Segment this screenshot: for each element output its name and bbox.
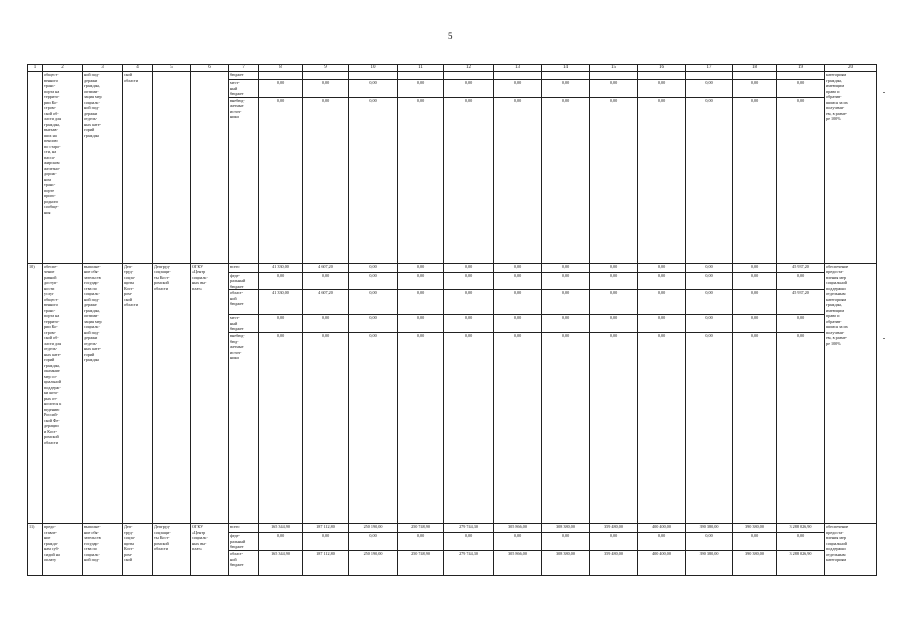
table-row: [28, 263, 877, 272]
measure-cell-c2: обеспе- чение равной доступ- ности услуг общест- венного транс- порта на террито- рии Ко- стром- ской об- ласти для отдель- ных кате- горий граждан, оказание мер со- циальной поддерж- ки кото- рых от- носится к ведению Россий- ской Фе- дерации и Кост- ромской области: [43, 263, 83, 524]
amount-cell: 4 607,20: [303, 263, 349, 272]
measure-cell-c6: ОГКУ «Центр социаль- ных вы- плат»: [191, 263, 229, 524]
amount-cell: 0,00: [494, 315, 542, 333]
amount-cell: 0,00: [590, 315, 638, 333]
column-number-cell: 13: [494, 65, 542, 72]
amount-cell: 0,00: [686, 333, 733, 524]
column-number-cell: 14: [542, 65, 590, 72]
amount-cell: [494, 72, 542, 80]
amount-cell: 0,00: [259, 97, 303, 263]
amount-cell: 0,00: [303, 97, 349, 263]
column-number-cell: 16: [638, 65, 686, 72]
amount-cell: 0,00: [638, 533, 686, 551]
column-number-cell: 6: [191, 65, 229, 72]
column-number-cell: 9: [303, 65, 349, 72]
amount-cell: 0,00: [303, 272, 349, 290]
amount-cell: 0,00: [259, 272, 303, 290]
amount-cell: [686, 72, 733, 80]
amount-cell: 0,00: [494, 80, 542, 98]
amount-cell: [542, 72, 590, 80]
amount-cell: 41 330,00: [259, 290, 303, 315]
amount-cell: 0,00: [777, 333, 825, 524]
measure-cell-c6: [191, 72, 229, 264]
measure-cell-c2: предо- ставле- ние гражда- нам суб- сидий на оплату: [43, 524, 83, 576]
column-number-cell: 15: [590, 65, 638, 72]
amount-cell: 0,00: [686, 315, 733, 333]
amount-cell: [303, 72, 349, 80]
column-number-cell: 12: [444, 65, 494, 72]
amount-cell: [398, 72, 444, 80]
amount-cell: 0,00: [777, 97, 825, 263]
amount-cell: 305 866,00: [494, 524, 542, 533]
amount-cell: 305 866,00: [494, 551, 542, 576]
amount-cell: 0,00: [303, 533, 349, 551]
amount-cell: 0,00: [444, 533, 494, 551]
amount-cell: 400 400,00: [638, 551, 686, 576]
funding-source-cell: област- ной бюджет: [229, 551, 259, 576]
measure-cell-c3: выполне- ние обя- зательств государ- ства по социаль- ной под- держке граждан, оптими- зация мер социаль- ной под- держки отдель- ных кате- горий граждан: [83, 263, 123, 524]
amount-cell: 187 112,80: [303, 524, 349, 533]
amount-cell: 0,00: [398, 533, 444, 551]
amount-cell: 0,00: [686, 263, 733, 272]
amount-cell: 0,00: [542, 533, 590, 551]
amount-cell: 0,00: [303, 333, 349, 524]
amount-cell: 0,00: [733, 533, 777, 551]
amount-cell: 279 744,30: [444, 524, 494, 533]
amount-cell: [590, 72, 638, 80]
amount-cell: 0,00: [590, 80, 638, 98]
amount-cell: [777, 72, 825, 80]
amount-cell: 308 380,00: [542, 551, 590, 576]
amount-cell: 0,00: [542, 97, 590, 263]
amount-cell: 0,00: [638, 290, 686, 315]
funding-source-cell: феде- ральный бюджет: [229, 533, 259, 551]
amount-cell: 0,00: [638, 333, 686, 524]
amount-cell: 0,00: [777, 533, 825, 551]
amount-cell: [349, 72, 398, 80]
amount-cell: 0,00: [638, 97, 686, 263]
amount-cell: 0,00: [542, 333, 590, 524]
amount-cell: 0,00: [494, 533, 542, 551]
amount-cell: 0,00: [638, 315, 686, 333]
amount-cell: 0,00: [349, 263, 398, 272]
amount-cell: 0,00: [638, 272, 686, 290]
amount-cell: 0,00: [398, 272, 444, 290]
funding-source-cell: област- ной бюджет: [229, 290, 259, 315]
measure-cell-c1: 10): [28, 263, 43, 524]
amount-cell: 0,00: [733, 80, 777, 98]
column-number-cell: 18: [733, 65, 777, 72]
amount-cell: [638, 72, 686, 80]
amount-cell: 0,00: [259, 533, 303, 551]
column-number-cell: 4: [123, 65, 153, 72]
amount-cell: 0,00: [686, 97, 733, 263]
amount-cell: 0,00: [349, 290, 398, 315]
amount-cell: 0,00: [398, 263, 444, 272]
amount-cell: 390 380,00: [733, 524, 777, 533]
amount-cell: 250 748,90: [398, 524, 444, 533]
funding-source-cell: феде- ральный бюджет: [229, 272, 259, 290]
amount-cell: 3 288 026,90: [777, 524, 825, 533]
program-table: [27, 64, 877, 576]
amount-cell: 0,00: [733, 97, 777, 263]
edge-mark: [883, 338, 885, 339]
amount-cell: 0,00: [590, 97, 638, 263]
amount-cell: 0,00: [590, 533, 638, 551]
amount-cell: 279 744,30: [444, 551, 494, 576]
amount-cell: 0,00: [590, 333, 638, 524]
amount-cell: 0,00: [398, 80, 444, 98]
page-number: 5: [448, 31, 453, 41]
amount-cell: 0,00: [259, 80, 303, 98]
amount-cell: 0,00: [542, 290, 590, 315]
amount-cell: 0,00: [444, 263, 494, 272]
amount-cell: 0,00: [349, 315, 398, 333]
amount-cell: 0,00: [303, 80, 349, 98]
amount-cell: 0,00: [303, 315, 349, 333]
amount-cell: 0,00: [733, 333, 777, 524]
amount-cell: 0,00: [542, 272, 590, 290]
amount-cell: 0,00: [777, 80, 825, 98]
amount-cell: 0,00: [686, 80, 733, 98]
amount-cell: 0,00: [638, 80, 686, 98]
measure-cell-c5: Депгруд- соцзащи- ты Кост- ромской области: [153, 263, 191, 524]
amount-cell: 0,00: [494, 97, 542, 263]
amount-cell: 0,00: [494, 333, 542, 524]
measure-cell-c6: ОГКУ «Центр социаль- ных вы- плат»: [191, 524, 229, 576]
amount-cell: 45 937,20: [777, 290, 825, 315]
amount-cell: 400 400,00: [638, 524, 686, 533]
amount-cell: 0,00: [494, 290, 542, 315]
column-number-cell: 1: [28, 65, 43, 72]
amount-cell: 0,00: [259, 315, 303, 333]
amount-cell: 0,00: [590, 290, 638, 315]
funding-source-cell: мест- ный бюджет: [229, 315, 259, 333]
table-row: [28, 524, 877, 533]
measure-cell-c3: выполне- ние обя- зательств государ- ства по социаль- ной под-: [83, 524, 123, 576]
amount-cell: 45 937,20: [777, 263, 825, 272]
amount-cell: 0,00: [542, 263, 590, 272]
column-number-row: [28, 65, 877, 72]
funding-source-cell: внебюд- жетные источ- ники: [229, 97, 259, 263]
funding-source-cell: всего: [229, 524, 259, 533]
amount-cell: 0,00: [733, 315, 777, 333]
measure-cell-c4: Деп- труд- соцза- щиты Кост- ром- ской области: [123, 263, 153, 524]
column-number-cell: 8: [259, 65, 303, 72]
measure-cell-c3: ной под- держки граждан, оптими- зация мер социаль- ной под- держки отдель- ных кате- горий граждан: [83, 72, 123, 264]
column-number-cell: 7: [229, 65, 259, 72]
edge-mark: [883, 92, 885, 93]
amount-cell: 0,00: [444, 315, 494, 333]
amount-cell: 0,00: [542, 80, 590, 98]
expected-result-cell: категориям граждан, имеющим право и обратив- шимся за их получени- ем, в разме- ре 100%: [825, 72, 877, 264]
amount-cell: 390 380,00: [686, 524, 733, 533]
amount-cell: [733, 72, 777, 80]
amount-cell: 250 748,90: [398, 551, 444, 576]
column-number-cell: 2: [43, 65, 83, 72]
amount-cell: 0,00: [259, 333, 303, 524]
amount-cell: 0,00: [444, 80, 494, 98]
amount-cell: 390 380,00: [686, 551, 733, 576]
amount-cell: 0,00: [398, 333, 444, 524]
amount-cell: 0,00: [590, 272, 638, 290]
amount-cell: 0,00: [494, 263, 542, 272]
table-row: [28, 72, 877, 80]
amount-cell: 308 380,00: [542, 524, 590, 533]
funding-source-cell: бюджет: [229, 72, 259, 80]
amount-cell: 0,00: [398, 290, 444, 315]
amount-cell: 0,00: [777, 315, 825, 333]
expected-result-cell: обеспечение предоста- вления мер социальной поддержки отдельным категориям: [825, 524, 877, 576]
amount-cell: 41 330,00: [259, 263, 303, 272]
column-number-cell: 3: [83, 65, 123, 72]
column-number-cell: 17: [686, 65, 733, 72]
column-number-cell: 20: [825, 65, 877, 72]
amount-cell: 0,00: [349, 97, 398, 263]
amount-cell: 390 380,00: [733, 551, 777, 576]
amount-cell: 0,00: [444, 290, 494, 315]
amount-cell: 3 288 026,90: [777, 551, 825, 576]
expected-result-cell: обеспечение предоста- вления мер социальной поддержки отдельным категориям граждан, имеющим право и обратив- шимся за их получени- ем, в разме- ре 100%: [825, 263, 877, 524]
column-number-cell: 11: [398, 65, 444, 72]
amount-cell: 0,00: [733, 263, 777, 272]
amount-cell: 0,00: [733, 290, 777, 315]
amount-cell: 165 344,90: [259, 524, 303, 533]
amount-cell: 0,00: [777, 272, 825, 290]
amount-cell: 0,00: [349, 272, 398, 290]
measure-cell-c1: [28, 72, 43, 264]
measure-cell-c1: 11): [28, 524, 43, 576]
amount-cell: 0,00: [733, 272, 777, 290]
measure-cell-c5: [153, 72, 191, 264]
funding-source-cell: всего: [229, 263, 259, 272]
amount-cell: 0,00: [444, 333, 494, 524]
amount-cell: 250 190,00: [349, 524, 398, 533]
amount-cell: 0,00: [398, 97, 444, 263]
amount-cell: 0,00: [444, 97, 494, 263]
amount-cell: 0,00: [444, 272, 494, 290]
amount-cell: 0,00: [686, 290, 733, 315]
amount-cell: 250 190,00: [349, 551, 398, 576]
amount-cell: 0,00: [494, 272, 542, 290]
amount-cell: 0,00: [542, 315, 590, 333]
measure-cell-c5: Депгруд- соцзащи- ты Кост- ромской области: [153, 524, 191, 576]
amount-cell: 0,00: [638, 263, 686, 272]
amount-cell: 165 344,90: [259, 551, 303, 576]
amount-cell: 4 607,20: [303, 290, 349, 315]
measure-cell-c2: общест- венного транс- порта на террито- рии Ко- стром- ской об- ласти для граждан, выехав- ших на пенсию по старо- сти, на пасса- жирском железно- дорож- ном транс- порте приго- родного сообще- ния: [43, 72, 83, 264]
amount-cell: 0,00: [349, 333, 398, 524]
column-number-cell: 5: [153, 65, 191, 72]
amount-cell: 0,00: [590, 263, 638, 272]
amount-cell: 0,00: [686, 272, 733, 290]
amount-cell: 187 112,80: [303, 551, 349, 576]
amount-cell: 0,00: [349, 533, 398, 551]
amount-cell: [444, 72, 494, 80]
amount-cell: 0,00: [398, 315, 444, 333]
amount-cell: [259, 72, 303, 80]
column-number-cell: 19: [777, 65, 825, 72]
funding-source-cell: внебюд- бюд- жетные источ- ники: [229, 333, 259, 524]
measure-cell-c4: Деп- труд- соцза- щиты Кост- ром- ской: [123, 524, 153, 576]
funding-source-cell: мест- ный бюджет: [229, 80, 259, 98]
column-number-cell: 10: [349, 65, 398, 72]
measure-cell-c4: ской области: [123, 72, 153, 264]
amount-cell: 0,00: [349, 80, 398, 98]
amount-cell: 0,00: [686, 533, 733, 551]
amount-cell: 359 480,00: [590, 524, 638, 533]
amount-cell: 359 480,00: [590, 551, 638, 576]
